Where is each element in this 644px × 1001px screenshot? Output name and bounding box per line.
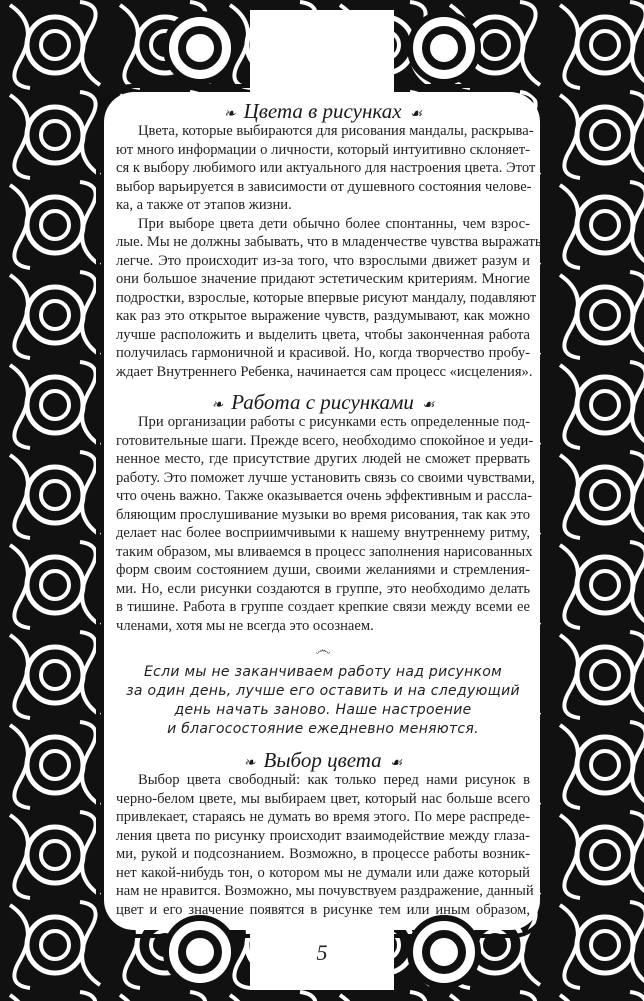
text-line: форм своим состоянием души, своими желаниями и стремления-	[116, 562, 530, 578]
text-line: подростки, взрослые, которые впервые рисуют мандалу, подавляют	[116, 289, 537, 306]
quote-line: Если мы не заканчиваем работу над рисунком	[143, 664, 503, 680]
ornament-icon: ❧	[211, 398, 224, 413]
section-body	[116, 413, 535, 635]
ornament-icon: ☙	[389, 756, 403, 771]
quote-line: и благосостояние ежедневно меняются.	[167, 721, 479, 737]
quote-line: за один день, лучше его оставить и на следующий	[126, 683, 520, 699]
text-line: Выбор цвета свободный: как только перед нами рисунок в	[138, 772, 530, 788]
text-line: таким образом, мы вливаемся в процесс заполнения нарисованных	[116, 543, 533, 560]
text-line: ненное место, где присутствие других людей не сможет прервать	[116, 451, 530, 467]
text-line: лучше расположить и выделить цвета, чтобы законченная работа	[116, 326, 530, 343]
ornament-icon: ❧	[243, 756, 256, 771]
divider-ornament-icon: ෴	[315, 642, 331, 659]
text-line: привлекает, стараясь не думать во время этого. По мере распреде-	[116, 809, 530, 825]
text-line: получилась гармоничной и красивой. Но, когда творчество пробу-	[116, 345, 530, 361]
section-title	[116, 391, 530, 413]
text-line: ка, а также от этапов жизни.	[116, 197, 292, 213]
text-line: членами, хотя мы не всегда это осознаем.	[116, 617, 374, 634]
section-title	[116, 749, 530, 771]
text-line: делает нас более восприимчивыми к нашему внутреннему ритму,	[116, 525, 530, 541]
text-line: черно-белом цвете, мы выбираем цвет, который нас больше всего	[116, 790, 530, 807]
text-line: ся к выбору любимого или актуального для настроения цвета. Этот	[116, 160, 536, 176]
text-line: При выборе цвета дети обычно более спонтанны, чем взрос-	[138, 215, 530, 232]
text-line: ми. Но, если рисунки создаются в группе, это необходимо делать	[116, 580, 530, 597]
text-line: нам не нравится. Возможно, мы почувствуем раздражение, данный	[116, 883, 534, 899]
text-line: При организации работы с рисунками есть определенные под-	[138, 414, 530, 430]
text-line: легче. Это происходит из-за того, что взрослыми движет разум и	[116, 252, 530, 269]
text-line: Цвета, которые выбираются для рисования мандалы, раскрыва-	[138, 123, 534, 139]
section-body	[116, 771, 534, 919]
quote-line: день начать заново. Наше настроение	[174, 702, 472, 718]
text-line: они большое значение придают эстетическим критериям. Многие	[116, 271, 530, 287]
text-line: что очень важно. Также оказывается очень эффективным и рассла-	[116, 488, 532, 504]
section-title	[116, 100, 530, 122]
section-title-text: Выбор цвета	[263, 748, 382, 772]
section-title-text: Работа с рисунками	[231, 390, 414, 414]
ornament-icon: ❧	[223, 107, 236, 122]
ornament-icon: ☙	[421, 398, 435, 413]
ornament-icon: ☙	[409, 107, 423, 122]
text-line: ждает Внутреннего Ребенка, начинается сам процесс «исцеления».	[116, 363, 533, 380]
highlight-quote	[116, 663, 530, 739]
text-line: нет какой-нибудь тон, о котором мы не думали или даже который	[116, 864, 530, 881]
page-body	[116, 99, 542, 919]
section-body	[116, 122, 542, 381]
text-line: бляющим прослушивание музыки во время рисования, так как это	[116, 506, 530, 523]
text-line: работу. Это поможет лучше установить связь со своими чувствами,	[116, 469, 535, 486]
text-line: ют много информации о личности, который интуитивно склоняет-	[116, 141, 530, 158]
text-line: лые. Мы не должны забывать, что в младенчестве чувства выражать	[116, 234, 542, 250]
text-line: ми, рукой и подсознанием. Возможно, в процессе работы возник-	[116, 846, 530, 862]
text-line: цвет и его значение появятся в рисунке тем или иным образом,	[116, 901, 530, 918]
text-line: готовительные шаги. Прежде всего, необходимо спокойное и уеди-	[116, 432, 534, 449]
text-line: как раз это открытое выражение чувств, раздумывают, как можно	[116, 308, 530, 324]
text-line: выбор варьируется в зависимости от душевного состояния челове-	[116, 178, 532, 195]
section-title-text: Цвета в рисунках	[243, 99, 402, 123]
page-number: 5	[316, 940, 328, 965]
text-line: ления цвета по рисунку происходит взаимодействие между глаза-	[116, 827, 530, 844]
text-line: в тишине. Работа в группе создает крепкие связи между всеми ее	[116, 599, 530, 615]
